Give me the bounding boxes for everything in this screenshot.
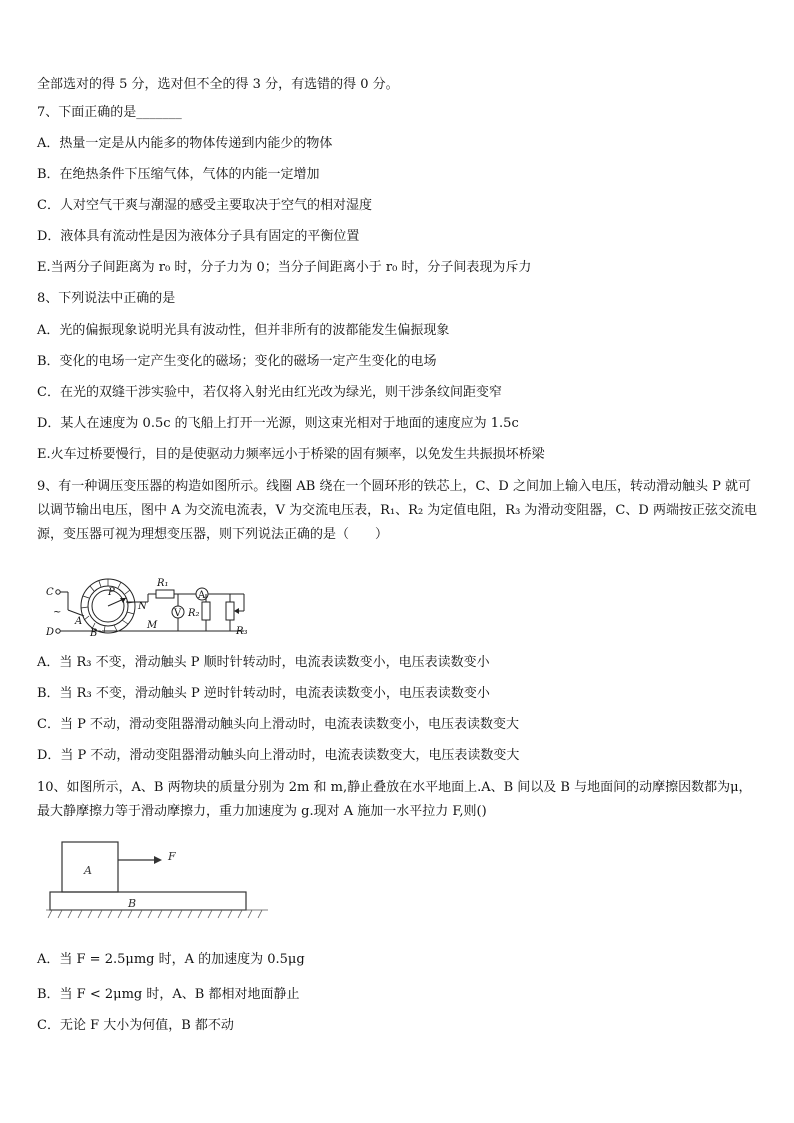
fig-label-d: D — [46, 627, 55, 638]
fig-label-c: C — [46, 587, 54, 598]
q7-option-a[interactable]: A．热量一定是从内能多的物体传递到内能少的物体 — [37, 136, 333, 151]
fig-label-n: N — [138, 601, 147, 612]
fig-label-m: M — [147, 620, 158, 631]
q9-option-d[interactable]: D．当 P 不动，滑动变阻器滑动触头向上滑动时，电流表读数变大，电压表读数变大 — [37, 748, 520, 763]
q7-option-e[interactable]: E.当两分子间距离为 r₀ 时，分子力为 0；当分子间距离小于 r₀ 时，分子间表现为斥力 — [37, 260, 532, 275]
blocks-diagram — [46, 838, 276, 922]
q7-option-c[interactable]: C．人对空气干爽与潮湿的感受主要取决于空气的相对湿度 — [37, 198, 372, 213]
q8-option-a[interactable]: A．光的偏振现象说明光具有波动性，但并非所有的波都能发生偏振现象 — [37, 323, 450, 338]
fig-label-b: B — [90, 628, 98, 639]
q8-option-e[interactable]: E.火车过桥要慢行，目的是使驱动力频率远小于桥梁的固有频率，以免发生共振损坏桥梁 — [37, 447, 545, 462]
fig-label-a: A — [75, 616, 83, 627]
fig-label-r1: R₁ — [157, 578, 169, 589]
q8-stem: 8、下列说法中正确的是 — [37, 291, 176, 306]
q8-option-b[interactable]: B．变化的电场一定产生变化的磁场；变化的磁场一定产生变化的电场 — [37, 354, 437, 369]
q7-option-d[interactable]: D．液体具有流动性是因为液体分子具有固定的平衡位置 — [37, 229, 360, 244]
q9-option-c[interactable]: C．当 P 不动，滑动变阻器滑动触头向上滑动时，电流表读数变小，电压表读数变大 — [37, 717, 519, 732]
fig-label-r3: R₃ — [236, 626, 248, 637]
q8-option-d[interactable]: D．某人在速度为 0.5c 的飞船上打开一光源，则这束光相对于地面的速度应为 1.5c — [37, 416, 519, 431]
fig-label-ammeter: A — [198, 590, 206, 601]
q7-stem: 7、下面正确的是_______ — [37, 105, 182, 120]
q10-option-c[interactable]: C．无论 F 大小为何值，B 都不动 — [37, 1018, 234, 1033]
transformer-circuit-diagram — [44, 572, 264, 644]
block-a-label: A — [84, 864, 92, 877]
force-f-label: F — [168, 850, 176, 863]
q9-option-b[interactable]: B．当 R₃ 不变，滑动触头 P 逆时针转动时，电流表读数变小，电压表读数变小 — [37, 686, 490, 701]
block-b-label: B — [128, 897, 137, 910]
q9-option-a[interactable]: A．当 R₃ 不变，滑动触头 P 顺时针转动时，电流表读数变小，电压表读数变小 — [37, 655, 490, 670]
q10-stem: 10、如图所示，A、B 两物块的质量分别为 2m 和 m,静止叠放在水平地面上.A、B 间以及 B 与地面间的动摩擦因数都为μ，最大静摩擦力等于滑动摩擦力，重力加速度为 g.现对 A 施加一水平拉力 F,则() — [37, 780, 752, 819]
fig-label-r2: R₂ — [188, 608, 200, 619]
q10-option-a[interactable]: A．当 F = 2.5μmg 时，A 的加速度为 0.5μg — [37, 952, 305, 967]
q8-option-c[interactable]: C．在光的双缝干涉实验中，若仅将入射光由红光改为绿光，则干涉条纹间距变窄 — [37, 385, 502, 400]
q10-option-b[interactable]: B．当 F < 2μmg 时，A、B 都相对地面静止 — [37, 987, 300, 1002]
q7-option-b[interactable]: B．在绝热条件下压缩气体，气体的内能一定增加 — [37, 167, 320, 182]
fig-label-ac: ~ — [53, 607, 62, 618]
intro-text: 全部选对的得 5 分，选对但不全的得 3 分，有选错的得 0 分。 — [37, 77, 399, 92]
q9-stem: 9、有一种调压变压器的构造如图所示。线圈 AB 绕在一个圆环形的铁芯上，C、D 之间加上输入电压，转动滑动触头 P 就可以调节输出电压，图中 A 为交流电流表，V 为交流电压表，R₁、R₂ 为定值电阻，R₃ 为滑动变阻器，C、D 两端按正弦交流电源，变压器可视为理想变压器，则下列说法正确的是（ ） — [37, 479, 757, 542]
fig-label-voltmeter: V — [174, 608, 182, 619]
fig-label-p: P — [108, 587, 115, 598]
